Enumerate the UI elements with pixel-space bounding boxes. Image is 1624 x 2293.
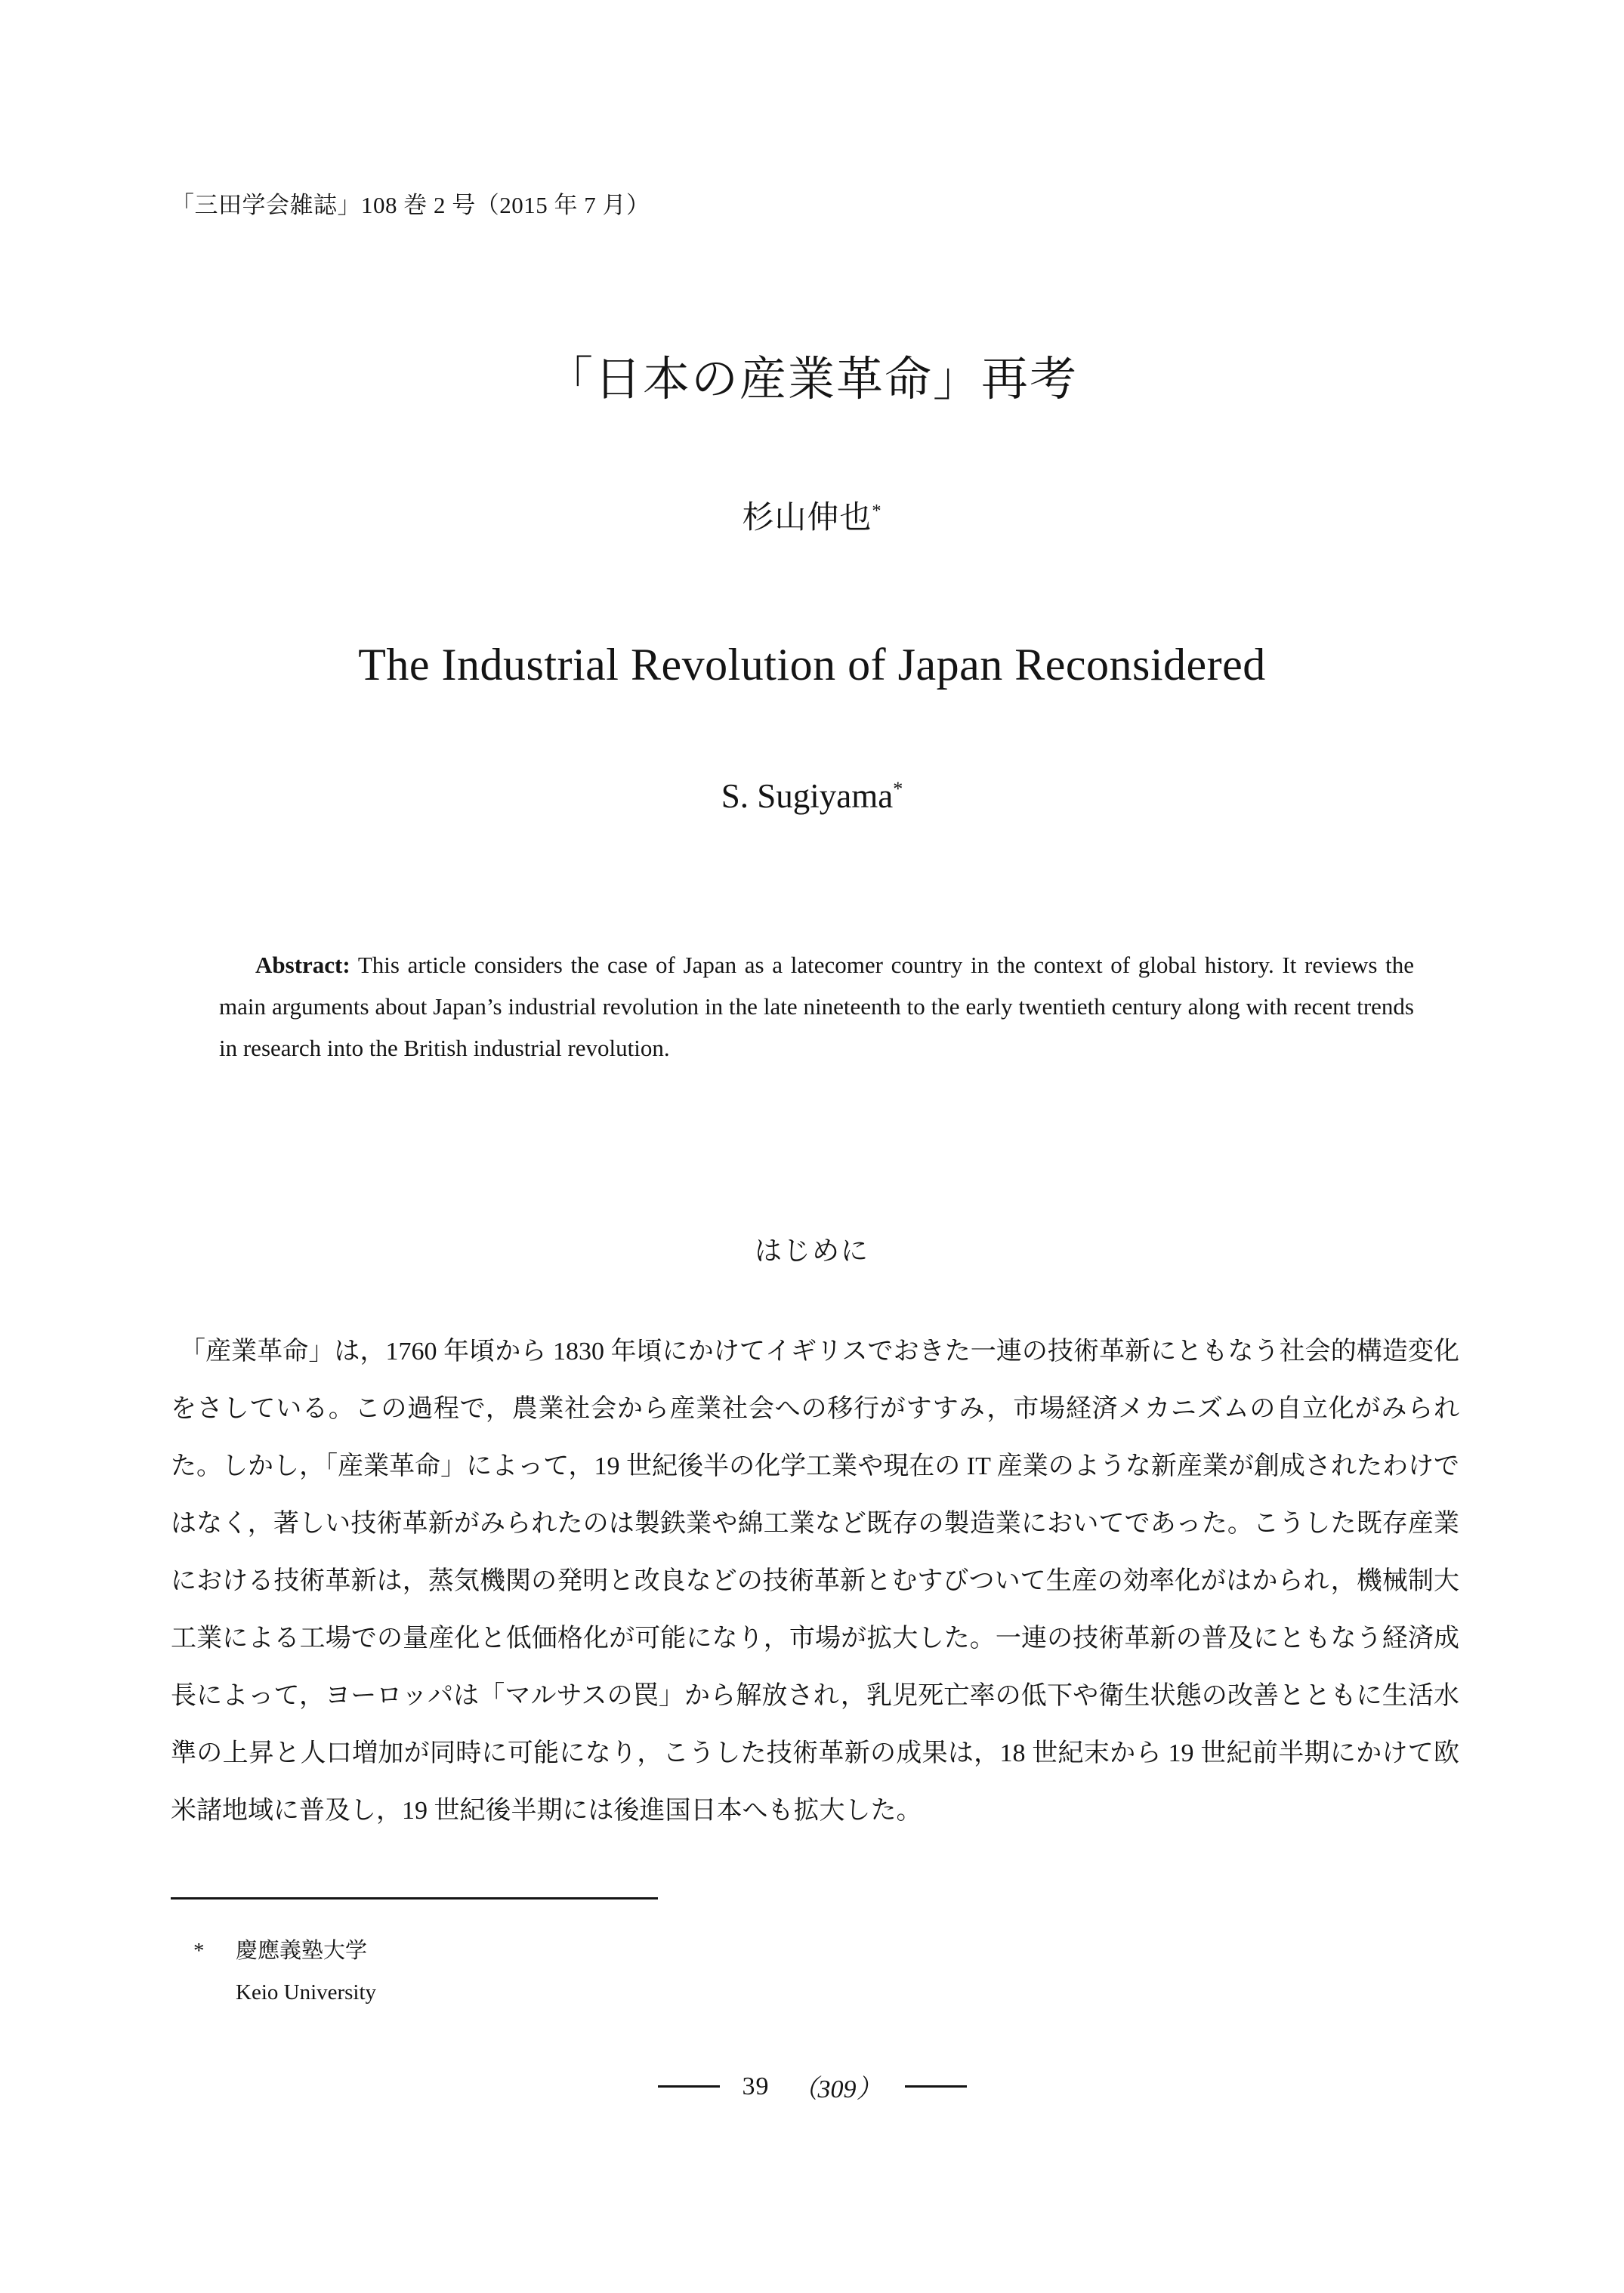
section-heading-introduction: はじめに	[754, 1236, 869, 1266]
footnote-marker: *	[193, 1939, 205, 1963]
author-english	[0, 776, 1624, 816]
footer-rule-right	[905, 2085, 967, 2088]
journal-header: 「三田学会雑誌」108 巻 2 号（2015 年 7 月）	[171, 192, 650, 218]
page-number: 39	[742, 2072, 770, 2100]
abstract-text: This article considers the case of Japan as a latecomer country in the context of global history. It reviews the main arguments about Japan’s industrial revolution in the late nineteenth to the early twentieth century along with recent trends in research into the British industrial revolution.	[219, 952, 1414, 1061]
author-note-marker-ja: *	[872, 501, 882, 521]
title-japanese: 「日本の産業革命」再考	[545, 354, 1078, 406]
author-note-marker-en: *	[893, 778, 903, 800]
footnote-affiliation-ja: 慶應義塾大学	[236, 1939, 368, 1963]
abstract-label: Abstract:	[255, 952, 350, 978]
folio-number: （309）	[792, 2075, 882, 2103]
footnote-row	[193, 1930, 376, 2014]
footnote	[193, 1930, 376, 2014]
author-japanese-name: 杉山伸也	[742, 501, 872, 535]
author-japanese	[0, 492, 1624, 538]
abstract	[219, 944, 1414, 1069]
author-english-name: S. Sugiyama	[721, 777, 894, 815]
footnote-separator	[171, 1897, 658, 1900]
body-paragraph: 「産業革命」は，1760 年頃から 1830 年頃にかけてイギリスでおきた一連の技術革新にともなう社会的構造変化をさしている。この過程で，農業社会から産業社会への移行がすすみ，市場経済メカニズムの自立化がみられた。しかし，「産業革命」によって，19 世紀後半の化学工業や現在の IT 産業のような新産業が創成されたわけではなく，著しい技術革新がみられたのは製鉄業や綿工業など既存の製造業においてであった。こうした既存産業における技術革新は，蒸気機関の発明と改良などの技術革新とむすびついて生産の効率化がはかられ，機械制大工業による工場での量産化と低価格化が可能になり，市場が拡大した。一連の技術革新の普及にともなう経済成長によって，ヨーロッパは「マルサスの罠」から解放され，乳児死亡率の低下や衛生状態の改善とともに生活水準の上昇と人口増加が同時に可能になり，こうした技術革新の成果は，18 世紀末から 19 世紀前半期にかけて欧米諸地域に普及し，19 世紀後半期には後進国日本へも拡大した。	[171, 1338, 1459, 1825]
footnote-content	[236, 1930, 376, 2014]
page-footer	[0, 2068, 1624, 2105]
footer-rule-left	[658, 2085, 720, 2088]
footnote-affiliation-en: Keio University	[236, 1980, 377, 2004]
title-english: The Industrial Revolution of Japan Reconsidered	[358, 640, 1266, 690]
